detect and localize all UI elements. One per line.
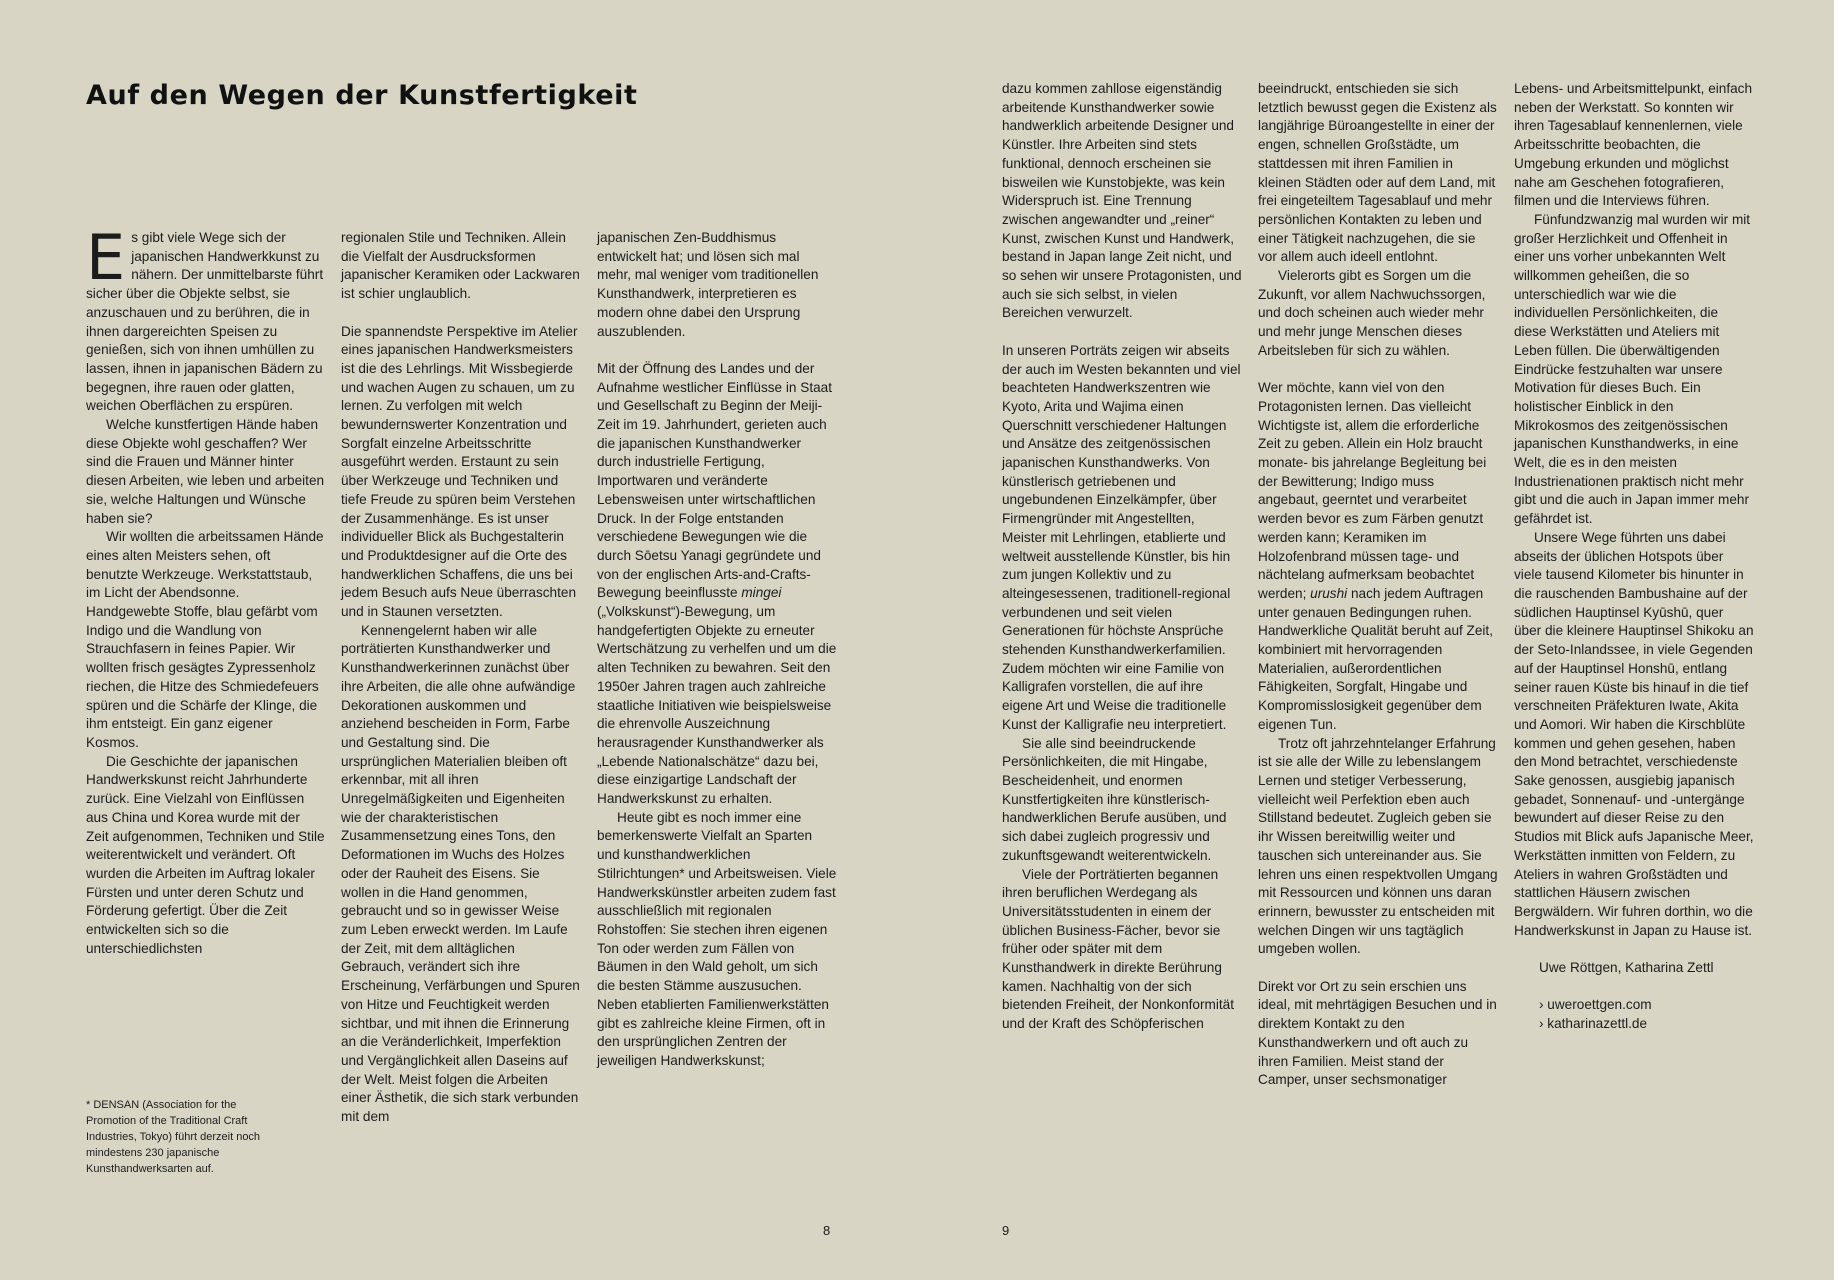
link-katharinazettl[interactable]: › katharinazettl.de [1539, 1016, 1648, 1032]
paragraph: Die spannendste Perspektive im Atelier eines japanischen Handwerksmeisters ist die des Lehrlings. Mit Wissbegierde und wachen Augen zu schauen, um zu lernen. Zu verfolgen mit welch bewundernswerter Konzentration und Sorgfalt einzelne Arbeitsschritte ausgeführt werden. Erstaunt zu sein über Werkzeuge und Techniken und tiefe Freude zu spüren beim Verstehen der Zusammenhänge. Es ist unser individueller Blick als Buchgestalterin und Produktdesigner auf die Orte des handwerklichen Schaffens, die uns bei jedem Besuch aufs Neue überraschten und in Staunen versetzten. [341, 323, 578, 620]
paragraph: beeindruckt, entschieden sie sich letztlich bewusst gegen die Existenz als langjährige Büroangestellte in einer der engen, schnellen Großstädte, um stattdessen mit ihren Familien in kleinen Städten oder auf dem Land, mit frei eingeteiltem Tagesablauf und mehr persönlichen Kontakten zu leben und einer Tätigkeit nachzugehen, die sie vor allem auch ideell entlohnt. [1258, 81, 1497, 265]
italic-term: urushi [1310, 585, 1348, 601]
paragraph: Es gibt viele Wege sich der japanischen Handwerkkunst zu nähern. Der unmittelbarste führt sicher über die Objekte selbst, sie anzuschauen und zu berühren, die in ihnen dargereichten Speisen zu genießen, sich von ihnen umhüllen zu lassen, ihnen in japanischen Bädern zu begegnen, ihre rauen oder glatten, weichen Oberflächen zu erspüren. [86, 221, 324, 414]
paragraph: In unseren Porträts zeigen wir abseits der auch im Westen bekannten und viel beachteten Handwerkszentren wie Kyoto, Arita und Wajima einen Querschnitt verschiedener Haltungen und Ansätze des zeitgenössischen japanischen Kunsthandwerks. Von künstlerisch getriebenen und ungebundenen Einzelkämpfer, über Firmengründer mit Angestellten, Meister mit Lehrlingen, etablierte und weltweit ausstellende Künstler, bis hin zum jungen Kollektiv und zu alteingesessenen, traditionell-regional verbundenen und seit vielen Generationen für höchste Ansprüche stehenden Kunsthandwerkerfamilien. Zudem möchten wir eine Familie von Kalligrafen vorstellen, die auf ihre eigene Art und Weise die traditionelle Kunst der Kalligrafie neu interpretiert. [1002, 342, 1241, 732]
page-number-right: 9 [1002, 1223, 1010, 1238]
right-column-3 [1514, 80, 1754, 1034]
paragraph: Welche kunstfertigen Hände haben diese Objekte wohl geschaffen? Wer sind die Frauen und Männer hinter diesen Arbeiten, wie leben und arbeiten sie, welche Haltungen und Wünsche haben sie? [86, 417, 325, 526]
paragraph: Viele der Porträtierten begannen ihren beruflichen Werdegang als Universitätsstudenten in einem der üblichen Business-Fächer, bevor sie früher oder später mit dem Kunsthandwerk in direkte Berührung kamen. Nachhaltig von der sich bietenden Freiheit, der Nonkonformität und der Kraft des Schöpferischen [1002, 866, 1234, 1032]
left-column-1 [86, 221, 326, 958]
paragraph: dazu kommen zahllose eigenständig arbeitende Kunsthandwerker sowie handwerklich arbeitende Designer und Künstler. Ihre Arbeiten sind stets funktional, dennoch erscheinen sie bisweilen wie Kunstobjekte, was kein Widerspruch ist. Eine Trennung zwischen angewandter und „reiner“ Kunst, zwischen Kunst und Handwerk, bestand in Japan lange Zeit nicht, und so sehen wir unsere Protagonisten, und auch sie sich selbst, in vielen Bereichen verwurzelt. [1002, 81, 1242, 321]
italic-term: mingei [741, 585, 782, 601]
paragraph: Sie alle sind beeindruckende Persönlichkeiten, die mit Hingabe, Bescheidenheit, und enormen Kunstfertigkeiten ihre künstlerisch-handwerklichen Berufe ausüben, und sich dabei zugleich progressiv und zukunftsgewandt weiterentwickeln. [1002, 735, 1227, 863]
paragraph: Mit der Öffnung des Landes und der Aufnahme westlicher Einflüsse in Staat und Gesellschaft zu Beginn der Meiji-Zeit im 19. Jahrhundert, gerieten auch die japanischen Kunsthandwerker durch industrielle Fertigung, Importwaren und veränderte Lebensweisen unter wirtschaftlichen Druck. In der Folge entstanden verschiedene Bewegungen wie die durch Sōetsu Yanagi gegründete und von der englischen Arts-and-Crafts-Bewegung beeinflusste mingei („Volkskunst“)-Bewegung, um handgefertigten Objekte zu erneuter Wertschätzung zu verhelfen und um die alten Techniken zu bewahren. Seit den 1950er Jahren tragen auch zahlreiche staatliche Initiativen wie beispielsweise die ehrenvolle Auszeichnung herausragender Kunsthandwerker als „Lebende Nationalschätze“ dazu bei, diese einzigartige Landschaft der Handwerkskunst zu erhalten. [597, 360, 837, 807]
paragraph: Fünfundzwanzig mal wurden wir mit großer Herzlichkeit und Offenheit in einer uns vorher unbekannten Welt willkommen geheißen, die so unterschiedlich war wie die individuellen Persönlichkeiten, die diese Werkstätten und Ateliers mit Leben füllen. Die überwältigenden Eindrücke festzuhalten war unsere Motivation für dieses Buch. Ein holistischer Einblick in den Mikrokosmos des zeitgenössischen japanischen Kunsthandwerks, in eine Welt, die es in den meisten Industrienationen praktisch nicht mehr gibt und die auch in Japan immer mehr gefährdet ist. [1514, 211, 1751, 527]
page-number-left: 8 [823, 1223, 831, 1238]
paragraph: Heute gibt es noch immer eine bemerkenswerte Vielfalt an Sparten und kunsthandwerklichen Stilrichtungen* und Arbeitsweisen. Viele Handwerkskünstler arbeiten zudem fast ausschließlich mit regionalen Rohstoffen: Sie stechen ihren eigenen Ton oder werden zum Fällen von Bäumen in den Wald geholt, um sich die besten Stämme auszusuchen. Neben etablierten Familienwerkstätten gibt es zahlreiche kleine Firmen, oft in den ursprünglichen Zentren der jeweiligen Handwerkskunst; [597, 809, 837, 1068]
paragraph: Direkt vor Ort zu sein erschien uns ideal, mit mehrtägigen Besuchen und in direktem Kontakt zu den Kunsthandwerkern und oft auch zu ihren Familien. Meist stand der Camper, unser sechsmonatiger [1258, 978, 1497, 1088]
paragraph: Lebens- und Arbeitsmittelpunkt, einfach neben der Werkstatt. So konnten wir ihren Tagesablauf kennenlernen, viele Arbeitsschritte beobachten, die Umgebung erkunden und möglichst nahe am Geschehen fotografieren, filmen und die Interviews führen. [1514, 81, 1753, 209]
right-column-1 [1002, 80, 1242, 1034]
link-uweroettgen[interactable]: › uweroettgen.com [1539, 997, 1652, 1013]
paragraph: Vielerorts gibt es Sorgen um die Zukunft, vor allem Nachwuchssorgen, und doch scheinen auch wieder mehr und mehr junge Menschen dieses Arbeitsleben für sich zu wählen. [1258, 268, 1486, 358]
left-column-3 [597, 229, 837, 1071]
paragraph: Wer möchte, kann viel von den Protagonisten lernen. Das vielleicht Wichtigste ist, allem die erforderliche Zeit zu geben. Allein ein Holz braucht monate- bis jahrelange Begleitung bei der Bewitterung; Indigo muss angebaut, geerntet und verarbeitet werden bevor es zum Färben genutzt werden kann; Keramiken im Holzofenbrand müssen tage- und nächtelang aufmerksam beobachtet werden; urushi nach jedem Auftragen unter genauen Bedingungen ruhen. Handwerkliche Qualität beruht auf Zeit, kombiniert mit hervorragenden Materialien, außerordentlichen Fähigkeiten, Sorgfalt, Hingabe und Kompromisslosigkeit gegenüber dem eigenen Tun. [1258, 380, 1493, 732]
paragraph: regionalen Stile und Techniken. Allein die Vielfalt der Ausdrucksformen japanischer Keramiken oder Lackwaren ist schier unglaublich. [341, 230, 580, 302]
footnote: * DENSAN (Association for the Promotion of the Traditional Craft Industries, Tokyo) führt derzeit noch mindestens 230 japanische Kunsthandwerksarten auf. [86, 1099, 261, 1175]
paragraph: japanischen Zen-Buddhismus entwickelt hat; und lösen sich mal mehr, mal weniger vom traditionellen Kunsthandwerk, interpretieren es modern ohne dabei den Ursprung auszublenden. [597, 230, 819, 339]
paragraph: Wir wollten die arbeitssamen Hände eines alten Meisters sehen, oft benutzte Werkzeuge. Werkstattstaub, im Licht der Abendsonne. Handgewebte Stoffe, blau gefärbt vom Indigo und die Wandlung von Strauchfasern in feines Papier. Wir wollten frisch gesägtes Zypressenholz riechen, die Hitze des Schmiedefeuers spüren und die Schärfe der Klinge, die ihm entsteigt. Ein ganz eigener Kosmos. [86, 529, 324, 750]
drop-cap: E [86, 221, 126, 294]
author-signature: Uwe Röttgen, Katharina Zettl [1539, 960, 1714, 976]
chapter-title: Auf den Wegen der Kunstfertigkeit [86, 80, 638, 111]
left-column-2 [341, 229, 581, 1127]
paragraph: Kennengelernt haben wir alle porträtierten Kunsthandwerker und Kunsthandwerkerinnen zunächst über ihre Arbeiten, die alle ohne aufwändige Dekorationen auskommen und anziehend bescheiden in Form, Farbe und Gestaltung sind. Die ursprünglichen Materialien bleiben oft erkennbar, mit all ihren Unregelmäßigkeiten und Eigenheiten wie der charakteristischen Zusammensetzung eines Tons, den Deformationen im Wuchs des Holzes oder der Rauheit des Eisens. Sie wollen in die Hand genommen, gebraucht und so in gewisser Weise zum Leben erweckt werden. Im Laufe der Zeit, mit dem alltäglichen Gebrauch, verändert sich ihre Erscheinung, Verfärbungen und Spuren von Hitze und Feuchtigkeit werden sichtbar, und mit ihnen die Erinnerung an die Veränderlichkeit, Imperfektion und Vergänglichkeit allen Daseins auf der Welt. Meist folgen die Arbeiten einer Ästhetik, die sich stark verbunden mit dem [341, 622, 580, 1125]
paragraph: Unsere Wege führten uns dabei abseits der üblichen Hotspots über viele tausend Kilometer bis hinunter in die rauschenden Bambushaine auf der südlichen Hauptinsel Kyūshū, quer über die kleinere Hauptinsel Shikoku an der Seto-Inlandssee, in viele Gegenden auf der Hauptinsel Honshū, entlang seiner rauen Küste bis hinauf in die tief verschneiten Präfekturen Iwate, Akita und Aomori. Wir haben die Kirschblüte kommen und gehen gesehen, haben den Mond betrachtet, verschiedenste Sake genossen, ausgiebig japanisch gebadet, Sonnenauf- und -untergänge bewundert auf dieser Reise zu den Studios mit Blick aufs Japanische Meer, Werkstätten inmitten von Feldern, zu Ateliers in wahren Großstädten und stattlichen Häusern zwischen Bergwäldern. Wir fuhren dorthin, wo die Handwerkskunst in Japan zu Hause ist. [1514, 529, 1754, 938]
paragraph: Die Geschichte der japanischen Handwerkskunst reicht Jahrhunderte zurück. Eine Vielzahl von Einflüssen aus China und Korea wurde mit der Zeit aufgenommen, Techniken und Stile weiterentwickelt und verändert. Oft wurden die Arbeiten im Auftrag lokaler Fürsten und unter deren Schutz und Förderung gefertigt. Über die Zeit entwickelten sich so die unterschiedlichsten [86, 753, 325, 956]
paragraph: Trotz oft jahrzehntelanger Erfahrung ist sie alle der Wille zu lebenslangem Lernen und stetiger Verbesserung, vielleicht weil Perfektion eben auch Stillstand bedeutet. Zugleich geben sie ihr Wissen bereitwillig weiter und tauschen sich untereinander aus. Sie lehren uns einen respektvollen Umgang mit Ressourcen und können uns daran erinnern, bewusster zu entscheiden mit welchen Dingen wir uns tagtäglich umgeben wollen. [1258, 735, 1498, 957]
right-column-2 [1258, 80, 1498, 1090]
